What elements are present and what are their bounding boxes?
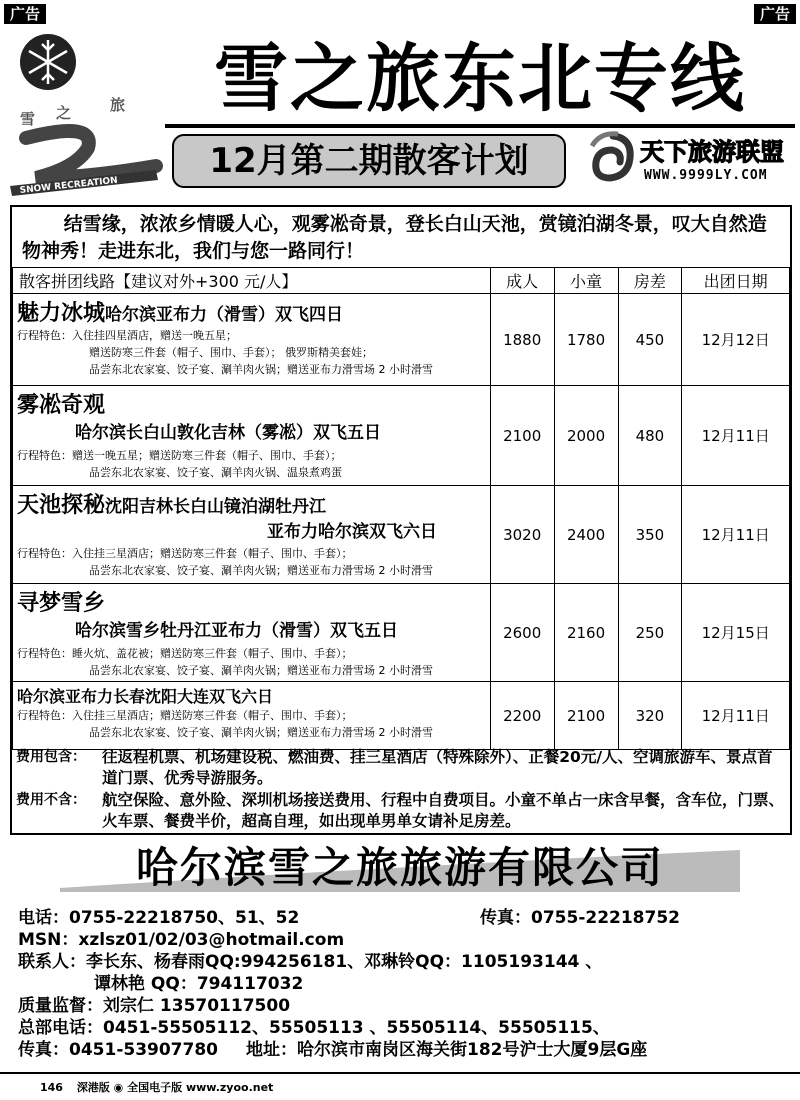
route-feature: 赠送防寒三件套（帽子、围巾、手套）； 俄罗斯精美套娃； — [89, 346, 373, 359]
page-number: 146 — [40, 1081, 63, 1094]
route-feature: 行程特色：入住挂四星酒店，赠送一晚五星； — [17, 329, 237, 342]
header-single: 房差 — [618, 268, 682, 294]
depart-date: 12月11日 — [682, 386, 790, 486]
price-adult: 2200 — [490, 682, 554, 750]
price-adult: 1880 — [490, 294, 554, 386]
table-header-row — [13, 268, 790, 294]
route-cell — [13, 584, 491, 682]
contact-row — [18, 929, 788, 951]
route-feature: 品尝东北农家宴、饺子宴、涮羊肉火锅；赠送亚布力滑雪场 2 小时滑雪 — [89, 726, 433, 739]
route-cell — [13, 486, 491, 584]
contact-hq-fax: 传真：0451-53907780 — [18, 1040, 218, 1060]
route-feature: 行程特色：入住挂三星酒店；赠送防寒三件套（帽子、围巾、手套）； — [17, 709, 353, 722]
footer — [40, 1079, 273, 1095]
company-banner — [0, 840, 800, 900]
price-single: 350 — [618, 486, 682, 584]
depart-date: 12月11日 — [682, 486, 790, 584]
price-single: 320 — [618, 682, 682, 750]
ad-tag-left: 广告 — [4, 4, 46, 24]
fee-exclude-text: 航空保险、意外险、深圳机场接送费用、行程中自费项目。小童不单占一床含早餐，含车位，门票、火车票、餐费半价，超高自理，如出现单男单女请补足房差。 — [102, 791, 785, 830]
national-edition: 全国电子版 www.zyoo.net — [127, 1081, 274, 1094]
logo-text-left: 雪 — [20, 110, 36, 128]
table-row — [13, 486, 790, 584]
route-cell — [13, 294, 491, 386]
subtitle-badge — [172, 134, 566, 188]
route-feature: 行程特色：入住挂三星酒店；赠送防寒三件套（帽子、围巾、手套）； — [17, 547, 353, 560]
svg-text:之: 之 — [56, 104, 72, 122]
snowflake-logo-icon — [6, 28, 166, 208]
intro-text: 结雪缘，浓浓乡情暖人心，观雾凇奇景，登长白山天池，赏镜泊湖冬景，叹大自然造物神秀！走进东北，我们与您一路同行！ — [22, 213, 767, 262]
route-feature: 品尝东北农家宴、饺子宴、涮羊肉火锅、温泉煮鸡蛋 — [89, 466, 342, 479]
depart-date: 12月12日 — [682, 294, 790, 386]
price-single: 250 — [618, 584, 682, 682]
contact-people: 联系人：李长东、杨春雨QQ:994256181、邓琳铃QQ：1105193144 、 — [18, 952, 603, 972]
route-feature: 行程特色：睡火炕、盖花被；赠送防寒三件套（帽子、围巾、手套）； — [17, 647, 353, 660]
route-cell — [13, 682, 491, 750]
fee-include-row — [16, 747, 786, 789]
route-name: 魅力冰城 — [17, 301, 106, 326]
route-desc: 哈尔滨亚布力长春沈阳大连双飞六日 — [17, 687, 274, 706]
fee-exclude-row — [16, 790, 786, 832]
svg-text:旅: 旅 — [110, 96, 126, 114]
league-name: 天下旅游联盟 — [640, 138, 784, 166]
contacts-section — [18, 907, 788, 1061]
route-desc-line2: 亚布力哈尔滨双飞六日 — [267, 522, 437, 542]
fee-exclude-label: 费用不含： — [16, 792, 86, 808]
header — [0, 24, 800, 202]
contact-people-2: 谭林艳 QQ：794117032 — [94, 974, 304, 994]
price-child: 2100 — [554, 682, 618, 750]
price-adult: 2600 — [490, 584, 554, 682]
contact-tel: 电话：0755-22218750、51、52 — [18, 908, 300, 928]
contact-row — [18, 973, 788, 995]
header-child: 小童 — [554, 268, 618, 294]
contact-hq-tel: 总部电话：0451-55505112、55505113 、55505114、55505115、 — [18, 1018, 610, 1038]
footer-divider — [0, 1072, 800, 1074]
table-row — [13, 386, 790, 486]
route-desc: 哈尔滨亚布力（滑雪）双飞四日 — [105, 305, 344, 325]
route-feature: 行程特色：赠送一晚五星；赠送防寒三件套（帽子、围巾、手套）； — [17, 449, 342, 462]
price-child: 1780 — [554, 294, 618, 386]
subtitle-text: 12月第二期散客计划 — [209, 141, 529, 181]
league-badge — [588, 128, 798, 194]
table-row — [13, 584, 790, 682]
route-name: 天池探秘 — [17, 493, 106, 518]
main-title-text: 雪之旅东北专线 — [165, 34, 795, 124]
league-url: WWW.9999LY.COM — [644, 168, 768, 183]
depart-date: 12月11日 — [682, 682, 790, 750]
fee-include-label: 费用包含： — [16, 749, 86, 765]
company-name: 哈尔滨雪之旅旅游有限公司 — [135, 843, 664, 892]
price-single: 450 — [618, 294, 682, 386]
price-single: 480 — [618, 386, 682, 486]
itinerary-box — [10, 205, 792, 835]
contact-msn: MSN：xzlsz01/02/03@hotmail.com — [18, 930, 345, 950]
contact-quality: 质量监督：刘宗仁 13570117500 — [18, 996, 291, 1016]
snow-recreation-logo — [6, 28, 166, 208]
edition-badge-icon: ◉ — [113, 1081, 124, 1094]
route-feature: 品尝东北农家宴、饺子宴、涮羊肉火锅；赠送亚布力滑雪场 2 小时滑雪 — [89, 564, 433, 577]
contact-row — [18, 995, 788, 1017]
contact-fax: 传真：0755-22218752 — [480, 908, 680, 928]
route-desc: 哈尔滨长白山敦化吉林（雾凇）双飞五日 — [75, 423, 381, 443]
svg-text:SNOW RECREATION: SNOW RECREATION — [19, 175, 119, 196]
contact-row — [18, 1039, 788, 1061]
table-row — [13, 294, 790, 386]
price-child: 2400 — [554, 486, 618, 584]
swirl-logo-icon — [588, 128, 638, 188]
contact-row — [18, 1017, 788, 1039]
route-cell — [13, 386, 491, 486]
price-child: 2160 — [554, 584, 618, 682]
main-title — [165, 34, 795, 128]
ad-tag-right: 广告 — [754, 4, 796, 24]
contact-row — [18, 907, 788, 929]
contact-row — [18, 951, 788, 973]
contact-address: 地址：哈尔滨市南岗区海关街182号沪士大厦9层G座 — [246, 1040, 648, 1060]
header-adult: 成人 — [490, 268, 554, 294]
route-feature: 品尝东北农家宴、饺子宴、涮羊肉火锅；赠送亚布力滑雪场 2 小时滑雪 — [89, 664, 433, 677]
route-feature: 品尝东北农家宴、饺子宴、涮羊肉火锅；赠送亚布力滑雪场 2 小时滑雪 — [89, 363, 433, 376]
depart-date: 12月15日 — [682, 584, 790, 682]
route-name: 寻梦雪乡 — [17, 591, 106, 616]
route-desc: 沈阳吉林长白山镜泊湖牡丹江 — [105, 497, 327, 517]
price-adult: 2100 — [490, 386, 554, 486]
fee-include-text: 往返程机票、机场建设税、燃油费、挂三星酒店（特殊除外）、正餐20元/人、空调旅游车、景点首道门票、优秀导游服务。 — [102, 748, 773, 787]
price-child: 2000 — [554, 386, 618, 486]
route-name: 雾凇奇观 — [17, 393, 106, 418]
header-date: 出团日期 — [682, 268, 790, 294]
routes-table — [12, 267, 790, 750]
price-adult: 3020 — [490, 486, 554, 584]
route-desc: 哈尔滨雪乡牡丹江亚布力（滑雪）双飞五日 — [75, 621, 398, 641]
edition-label: 深港版 — [76, 1081, 110, 1094]
table-row — [13, 682, 790, 750]
header-route: 散客拼团线路【建议对外+300 元/人】 — [13, 268, 491, 294]
fees-section — [16, 747, 786, 832]
